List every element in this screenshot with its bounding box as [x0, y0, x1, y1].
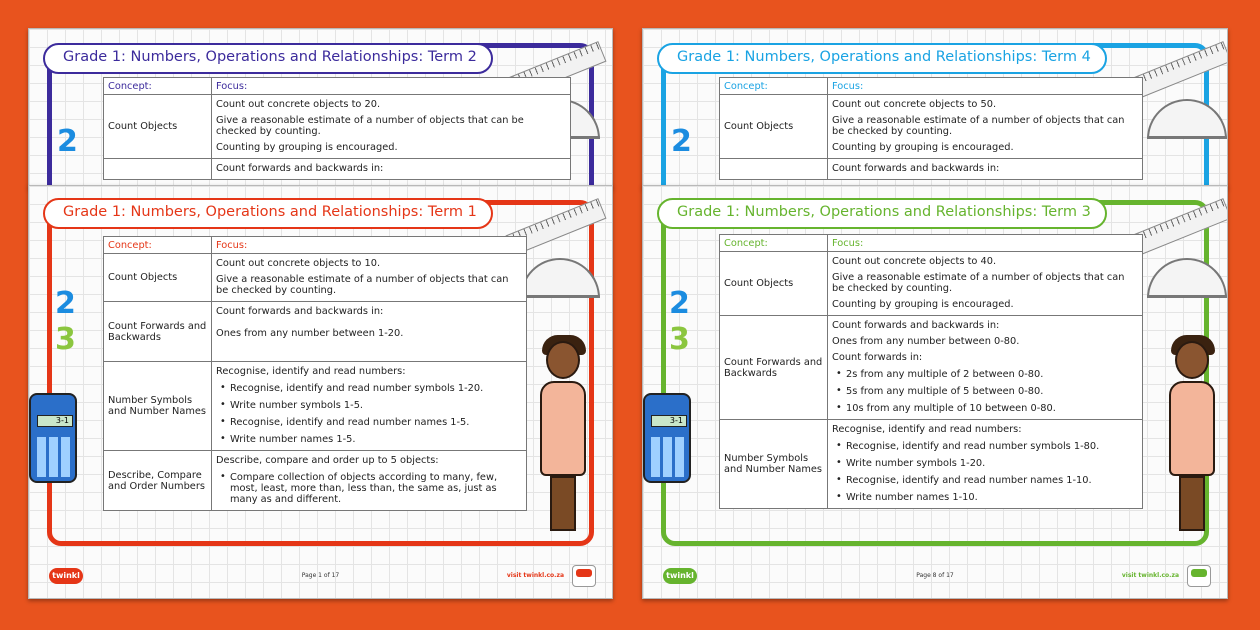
- focus-cell: [212, 302, 527, 362]
- table-row: [104, 362, 527, 451]
- focus-cell: [828, 316, 1143, 420]
- concept-header: Concept:: [104, 78, 212, 95]
- list-item: • 2s from any multiple of 2 between 0-80.: [832, 366, 1138, 383]
- focus-header: Focus:: [828, 235, 1143, 252]
- table-row: [104, 254, 527, 302]
- focus-line: Ones from any number between 1-20.: [216, 328, 404, 339]
- focus-cell: [212, 95, 571, 159]
- concept-cell: Count Objects: [720, 252, 828, 316]
- focus-line: Give a reasonable estimate of a number of objects that can be checked by counting.: [832, 272, 1125, 294]
- quality-badge-icon: [1187, 565, 1211, 587]
- table-row: [720, 252, 1143, 316]
- focus-cell: [212, 254, 527, 302]
- worksheet-term-1: [28, 185, 613, 599]
- focus-line: Count out concrete objects to 20.: [216, 99, 381, 110]
- focus-line: Count forwards and backwards in:: [832, 163, 1000, 174]
- concept-cell: Number Symbols and Number Names: [104, 362, 212, 451]
- concept-table: [103, 236, 527, 511]
- list-item: • 10s from any multiple of 10 between 0-80.: [832, 400, 1138, 417]
- page-footer: [643, 560, 1227, 592]
- table-row: [720, 316, 1143, 420]
- concept-header: Concept:: [104, 237, 212, 254]
- bullet-list: [832, 366, 1138, 417]
- focus-line: Describe, compare and order up to 5 objects:: [216, 455, 439, 466]
- digit-2-icon: 2: [671, 124, 692, 159]
- digit-2-icon: 2: [669, 286, 690, 321]
- calculator-screen: 3-1: [37, 415, 73, 427]
- table-header-row: [104, 237, 527, 254]
- list-item: • Recognise, identify and read number names 1-5.: [216, 414, 522, 431]
- digit-3-icon: 3: [669, 322, 690, 357]
- page-number: Page 1 of 17: [301, 572, 340, 579]
- focus-line: Recognise, identify and read numbers:: [216, 366, 406, 377]
- page-title: Grade 1: Numbers, Operations and Relationships: Term 2: [43, 43, 493, 74]
- focus-line: Count forwards in:: [832, 352, 923, 363]
- focus-cell: [828, 95, 1143, 159]
- focus-line: Count forwards and backwards in:: [832, 320, 1000, 331]
- focus-line: Counting by grouping is encouraged.: [216, 142, 398, 153]
- focus-line: Count out concrete objects to 50.: [832, 99, 997, 110]
- table-row: [104, 302, 527, 362]
- focus-cell: [828, 159, 1143, 180]
- digit-2-icon: 2: [55, 286, 76, 321]
- table-row: [720, 420, 1143, 509]
- list-item: • 5s from any multiple of 5 between 0-80.: [832, 383, 1138, 400]
- site-link[interactable]: visit twinkl.co.za: [1121, 572, 1179, 579]
- concept-cell: Count Objects: [104, 254, 212, 302]
- worksheet-term-3: [642, 185, 1228, 599]
- concept-cell: Count Objects: [720, 95, 828, 159]
- list-item: • Recognise, identify and read number symbols 1-80.: [832, 438, 1138, 455]
- focus-line: Give a reasonable estimate of a number of objects that can be checked by counting.: [216, 115, 524, 137]
- concept-cell: Number Symbols and Number Names: [720, 420, 828, 509]
- table-header-row: [104, 78, 571, 95]
- girl-character-icon: [1161, 341, 1223, 536]
- concept-cell: Count Forwards and Backwards: [104, 302, 212, 362]
- list-item: • Write number symbols 1-20.: [832, 455, 1138, 472]
- concept-header: Concept:: [720, 78, 828, 95]
- concept-cell: Count Objects: [104, 95, 212, 159]
- focus-cell: [212, 451, 527, 511]
- page-title: Grade 1: Numbers, Operations and Relationships: Term 1: [43, 198, 493, 229]
- calculator-icon: [29, 393, 77, 483]
- list-item: • Write number symbols 1-5.: [216, 397, 522, 414]
- list-item: • Recognise, identify and read number names 1-10.: [832, 472, 1138, 489]
- concept-table: [719, 234, 1143, 509]
- table-row: [104, 95, 571, 159]
- concept-header: Concept:: [720, 235, 828, 252]
- worksheet-term-4: [642, 28, 1228, 188]
- focus-line: Counting by grouping is encouraged.: [832, 299, 1014, 310]
- bullet-list: [832, 438, 1138, 506]
- concept-table: [103, 77, 571, 180]
- focus-line: Give a reasonable estimate of a number of objects that can be checked by counting.: [216, 274, 509, 296]
- digit-2-icon: 2: [57, 124, 78, 159]
- focus-header: Focus:: [828, 78, 1143, 95]
- twinkl-logo: twinkl: [663, 568, 697, 584]
- focus-line: Count forwards and backwards in:: [216, 163, 384, 174]
- list-item: • Recognise, identify and read number symbols 1-20.: [216, 380, 522, 397]
- twinkl-logo: twinkl: [49, 568, 83, 584]
- focus-line: Give a reasonable estimate of a number of objects that can be checked by counting.: [832, 115, 1125, 137]
- list-item: • Write number names 1-5.: [216, 431, 522, 448]
- focus-line: Count out concrete objects to 40.: [832, 256, 997, 267]
- table-header-row: [720, 235, 1143, 252]
- concept-cell: [104, 159, 212, 180]
- bullet-list: [216, 380, 522, 448]
- focus-line: Counting by grouping is encouraged.: [832, 142, 1014, 153]
- concept-table: [719, 77, 1143, 180]
- focus-cell: [212, 362, 527, 451]
- focus-line: Recognise, identify and read numbers:: [832, 424, 1022, 435]
- calculator-icon: [643, 393, 691, 483]
- page-title: Grade 1: Numbers, Operations and Relationships: Term 3: [657, 198, 1107, 229]
- page-footer: [29, 560, 612, 592]
- focus-header: Focus:: [212, 78, 571, 95]
- focus-cell: [212, 159, 571, 180]
- girl-character-icon: [532, 341, 594, 536]
- table-row: [720, 95, 1143, 159]
- table-row: [720, 159, 1143, 180]
- focus-line: Ones from any number between 0-80.: [832, 336, 1020, 347]
- worksheet-term-2: [28, 28, 613, 188]
- concept-cell: Describe, Compare and Order Numbers: [104, 451, 212, 511]
- focus-header: Focus:: [212, 237, 527, 254]
- digit-3-icon: 3: [55, 322, 76, 357]
- focus-line: Count out concrete objects to 10.: [216, 258, 381, 269]
- bullet-list: [216, 469, 522, 508]
- table-row: [104, 451, 527, 511]
- site-link[interactable]: visit twinkl.co.za: [506, 572, 564, 579]
- table-row: [104, 159, 571, 180]
- concept-cell: Count Forwards and Backwards: [720, 316, 828, 420]
- focus-cell: [828, 420, 1143, 509]
- list-item: • Compare collection of objects according to many, few, most, least, more than, less than, the same as, just as many as and different.: [216, 469, 522, 508]
- focus-cell: [828, 252, 1143, 316]
- quality-badge-icon: [572, 565, 596, 587]
- focus-line: Count forwards and backwards in:: [216, 306, 384, 317]
- page-number: Page 8 of 17: [916, 572, 954, 579]
- page-title: Grade 1: Numbers, Operations and Relationships: Term 4: [657, 43, 1107, 74]
- calculator-screen: 3-1: [651, 415, 687, 427]
- concept-cell: [720, 159, 828, 180]
- list-item: • Write number names 1-10.: [832, 489, 1138, 506]
- table-header-row: [720, 78, 1143, 95]
